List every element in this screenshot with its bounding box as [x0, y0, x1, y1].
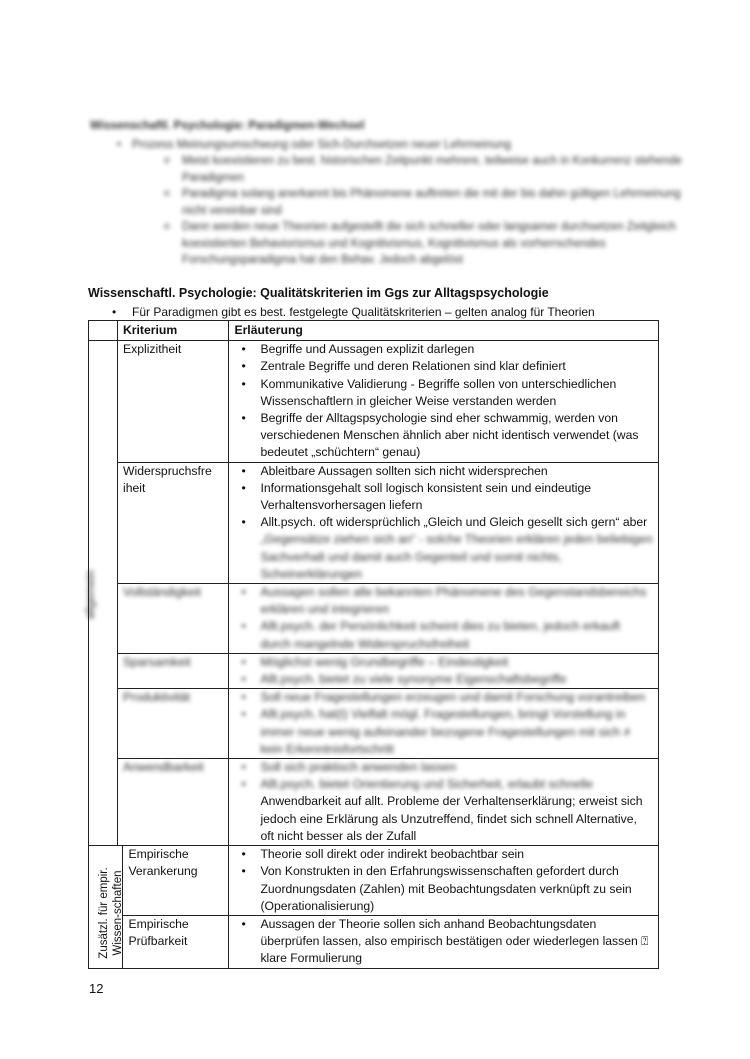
criterion-cell: Vollständigkeit — [118, 584, 229, 654]
criterion-cell: Widerspruchsfre iheit — [118, 462, 229, 583]
explanation-text: Anwendbarkeit auf allt. Probleme der Verhaltenserklärung; erweist sich jedoch eine Erklärung als Unzutreffend, findet sich schnell Alternative, oft nicht besser als der Zufall — [260, 794, 643, 843]
group-label-line: Wissen-schaften — [112, 870, 124, 956]
criterion-cell: Empirische Verankerung — [123, 846, 229, 916]
explanation-cell — [229, 653, 659, 688]
list-item: • Theorie soll direkt oder indirekt beobachtbar sein — [260, 846, 653, 863]
group-empirical-cell — [89, 846, 123, 968]
list-item: o Paradigma solang anerkannt bis Phänomene auftreten die mit der bis dahin gültigen Lehrmeinung nicht vereinbar sind — [90, 186, 690, 219]
list-item: o Meist koexistieren zu best. historischen Zeitpunkt mehrere, teilweise auch in Konkurrenz stehende Paradigmen — [90, 153, 690, 186]
list-item: • Ableitbare Aussagen sollten sich nicht widersprechen — [260, 463, 653, 480]
table-row — [89, 341, 659, 462]
group-general-cell — [85, 341, 118, 846]
table-row — [89, 846, 659, 916]
section-heading: Wissenschaftl. Psychologie: Paradigmen-Wechsel — [90, 120, 365, 132]
list-item: o Dann werden neue Theorien aufgestellt die sich schneller oder langsamer durchsetzen Zeitgleich koexistierten Behaviorismus und Kognitivismus, Kognitivismus als vorherrschendes Forschungsparadigma hat den Behav. Jedoch abgelöst — [90, 219, 690, 269]
group-label — [97, 838, 125, 988]
list-item: • Möglichst wenig Grundbegriffe – Eindeutigkeit — [260, 654, 653, 671]
table-row — [89, 689, 659, 759]
criterion-cell: Anwendbarkeit — [118, 759, 229, 846]
explanation-cell — [229, 689, 659, 759]
list-item: • Prozess Meinungsumschwung oder Sich-Durchsetzen neuer Lehrmeinung — [90, 137, 690, 154]
explanation-cell — [229, 462, 659, 583]
paradigm-change-section — [90, 118, 690, 269]
criterion-cell: Sparsamkeit — [118, 653, 229, 688]
list-item: • Soll sich praktisch anwenden lassen — [260, 759, 653, 776]
header-explanation: Erläuterung — [229, 321, 659, 341]
list-item: • Begriffe der Alltagspsychologie sind eher schwammig, werden von verschiedenen Menschen ähnlich aber nicht identisch verwendet (was bedeutet „schüchtern“ genau) — [260, 410, 653, 462]
table-row — [89, 584, 659, 654]
list-item: • Begriffe und Aussagen explizit darlegen — [260, 341, 653, 358]
blurred-text: „Gegensätze ziehen sich an“ - solche Theorien erklären jeden beliebigen Sachverhalt und damit auch Gegenteil und somit nichts, Scheinerklärungen — [260, 532, 653, 581]
header-criterion: Kriterium — [118, 321, 229, 341]
explanation-cell — [229, 759, 659, 846]
list-item: • Aussagen sollen alle bekannten Phänomene des Gegenstandsbereichs erklären und integrieren — [260, 584, 653, 618]
list-item: • Allt.psych. hat(t) Vielfalt mögl. Fragestellungen, bringt Vorstellung in immer neue wenig aufeinander bezogene Fragestellungen mit sich ≠ kein Erkenntnisfortschritt — [260, 706, 653, 758]
table-row — [89, 915, 659, 968]
table-header-row — [89, 321, 659, 341]
table-row — [89, 653, 659, 688]
section-heading: Wissenschaftl. Psychologie: Qualitätskriterien im Ggs zur Alltagspsychologie — [88, 286, 549, 300]
page-number: 12 — [89, 981, 104, 996]
list-item: • Kommunikative Validierung - Begriffe sollen von unterschiedlichen Wissenschaftlern in gleicher Weise verstanden werden — [260, 376, 653, 410]
list-item: • Allt.psych. der Persönlichkeit scheint dies zu bieten, jedoch erkauft durch mangelnde Widerspruchsfreiheit — [260, 618, 653, 652]
header-blank — [89, 321, 118, 341]
list-item: • Allt.psych. bietet Orientierung und Sicherheit, erlaubt schnelle — [260, 776, 653, 793]
bullet-text: Für Paradigmen gibt es best. festgelegte Qualitätskriterien – gelten analog für Theorien — [132, 305, 595, 319]
list-item: • Soll neue Fragestellungen erzeugen und damit Forschung vorantreiben — [260, 689, 653, 706]
list-item: • Von Konstrukten in den Erfahrungswissenschaften gefordert durch Zuordnungsdaten (Zahlen) mit Beobachtungsdaten verknüpft zu sein (Operationalisierung) — [260, 863, 653, 915]
list-item: • Aussagen der Theorie sollen sich anhand Beobachtungsdaten überprüfen lassen, also empirisch bestätigen oder wiederlegen lassen ⍰ klare Formulierung — [260, 916, 653, 968]
group-label-line: Zusätzl. für empir. — [98, 867, 110, 959]
criterion-cell: Explizitheit — [118, 341, 229, 462]
list-item: • Allt.psych. oft widersprüchlich „Gleich und Gleich gesellt sich gern“ aber — [260, 514, 653, 531]
explanation-cell — [229, 846, 659, 916]
explanation-cell — [229, 584, 659, 654]
list-item: • Allt.psych. bietet zu viele synonyme Eigenschaftsbegriffe — [260, 671, 653, 688]
list-item: • Informationsgehalt soll logisch konsistent sein und eindeutige Verhaltensvorhersagen liefern — [260, 480, 653, 514]
explanation-cell — [229, 915, 659, 968]
section-bullet: • Für Paradigmen gibt es best. festgelegte Qualitätskriterien – gelten analog für Theorien — [112, 305, 595, 319]
list-item: • Zentrale Begriffe und deren Relationen sind klar definiert — [260, 358, 653, 375]
criteria-table — [85, 320, 659, 969]
criterion-cell: Produktivität — [118, 689, 229, 759]
criterion-cell: Empirische Prüfbarkeit — [123, 915, 229, 968]
table-row — [89, 462, 659, 583]
group-label: allgemein — [85, 570, 98, 620]
explanation-cell — [229, 341, 659, 462]
table-row — [89, 759, 659, 846]
